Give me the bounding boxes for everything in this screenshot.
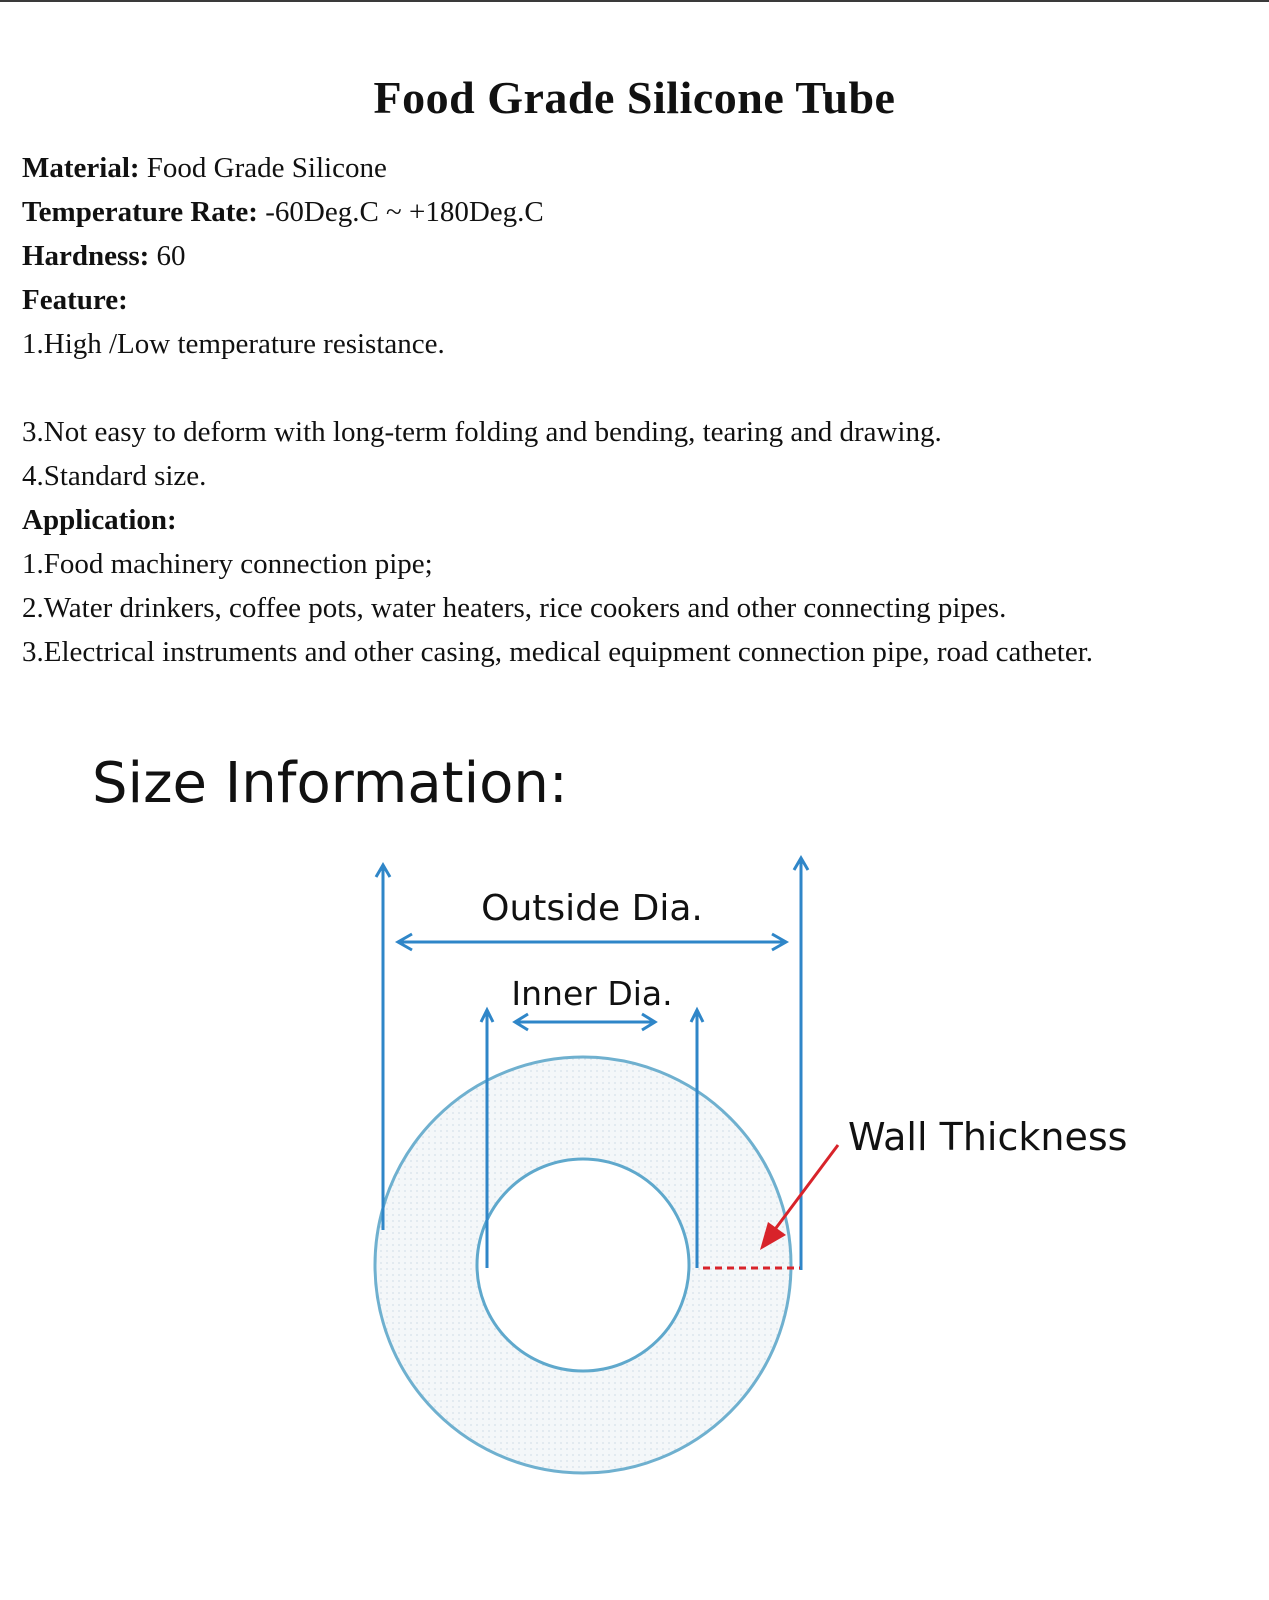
blank-line (22, 366, 1242, 410)
feature-item: 3.Not easy to deform with long-term folding and bending, tearing and drawing. (22, 416, 942, 448)
tube-size-diagram (0, 840, 1269, 1540)
material-label: Material: (22, 152, 140, 184)
feature-item: 1.High /Low temperature resistance. (22, 328, 445, 360)
outside-dia-arrow (398, 934, 786, 950)
application-item: 2.Water drinkers, coffee pots, water heaters, rice cookers and other connecting pipes. (22, 592, 1007, 624)
application-item: 1.Food machinery connection pipe; (22, 548, 433, 580)
spec-list (22, 146, 1242, 674)
hardness-line (22, 234, 1242, 278)
feature-item: 4.Standard size. (22, 460, 207, 492)
material-line (22, 146, 1242, 190)
outside-dia-label: Outside Dia. (481, 888, 703, 929)
application-label: Application: (22, 504, 177, 536)
wall-thickness-label: Wall Thickness (848, 1115, 1128, 1159)
hardness-label: Hardness: (22, 240, 150, 272)
top-border-rule (0, 0, 1269, 2)
size-information-heading: Size Information: (92, 751, 568, 816)
hardness-value: 60 (149, 240, 186, 272)
material-value: Food Grade Silicone (139, 152, 387, 184)
temperature-line (22, 190, 1242, 234)
temperature-value: -60Deg.C ~ +180Deg.C (257, 196, 544, 228)
temperature-label: Temperature Rate: (22, 196, 258, 228)
tube-inner-circle (477, 1159, 689, 1371)
inner-dia-arrow (515, 1014, 655, 1030)
application-item: 3.Electrical instruments and other casing, medical equipment connection pipe, road catheter. (22, 636, 1094, 668)
inner-dia-label: Inner Dia. (511, 974, 673, 1013)
feature-label: Feature: (22, 284, 128, 316)
page-title: Food Grade Silicone Tube (373, 72, 896, 123)
